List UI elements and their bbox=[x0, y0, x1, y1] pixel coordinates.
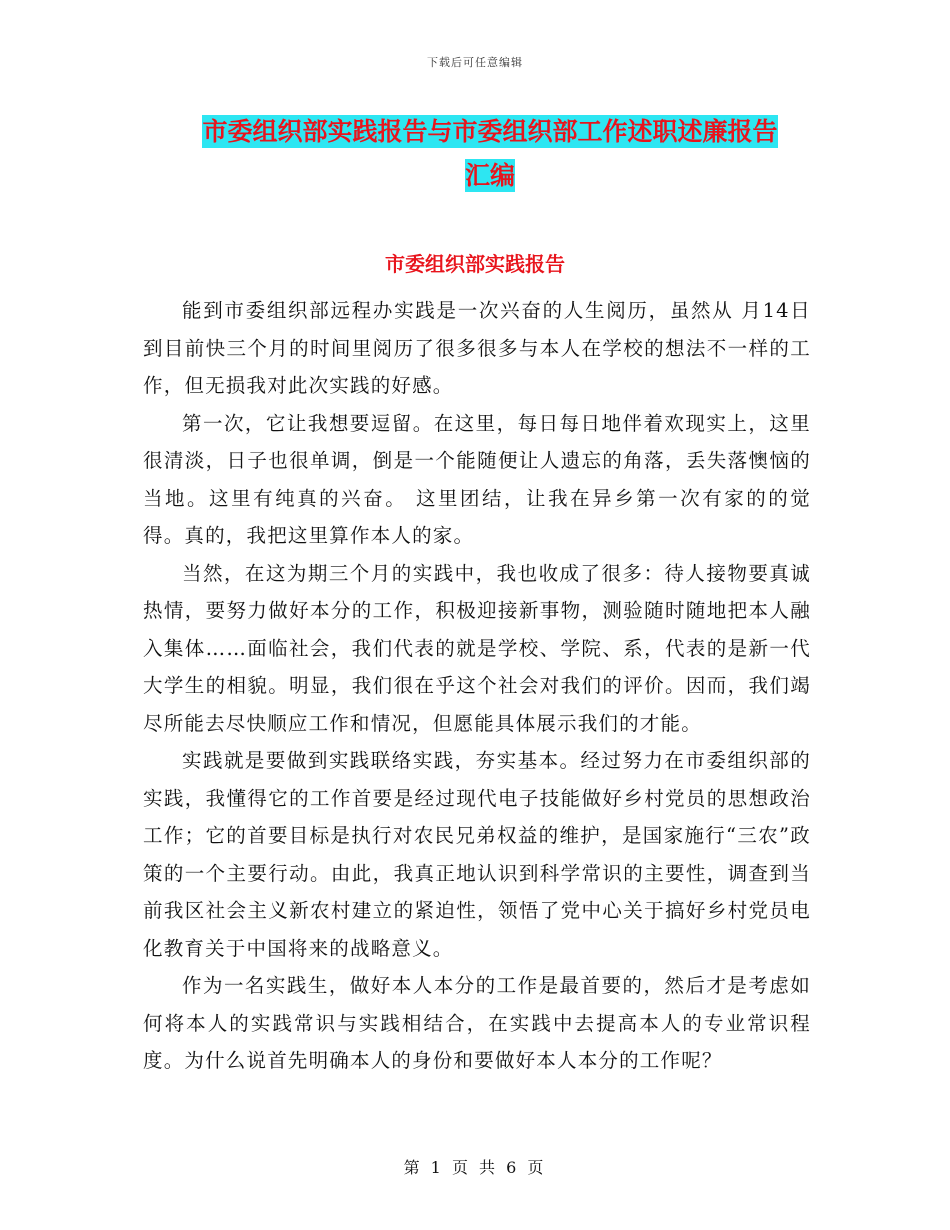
page-number-footer: 第 1 页 共 6 页 bbox=[403, 1158, 547, 1177]
paragraph-3: 当然，在这为期三个月的实践中，我也收成了很多：待人接物要真诚热情，要努力做好本分的工作，积极迎接新事物，测验随时随地把本人融入集体……面临社会，我们代表的就是学校、学院、系，代表的是新一代大学生的相貌。明显，我们很在乎这个社会对我们的评价。因而，我们竭尽所能去尽快顺应工作和情况，但愿能具体展示我们的才能。 bbox=[143, 561, 811, 735]
document-body bbox=[143, 292, 811, 1080]
paragraph-2: 第一次，它让我想要逗留。在这里，每日每日地伴着欢现实上，这里很清淡，日子也很单调，倒是一个能随便让人遗忘的角落，丢失落懊恼的当地。这里有纯真的兴奋。 这里团结，让我在异乡第一次有家的的觉得。真的，我把这里算作本人的家。 bbox=[143, 411, 811, 547]
section-title: 市委组织部实践报告 bbox=[385, 252, 565, 276]
paragraph-5: 作为一名实践生，做好本人本分的工作是最首要的，然后才是考虑如何将本人的实践常识与实践相结合，在实践中去提高本人的专业常识程度。为什么说首先明确本人的身份和要做好本人本分的工作呢？ bbox=[143, 974, 811, 1072]
paragraph-4: 实践就是要做到实践联络实践，夯实基本。经过努力在市委组织部的实践，我懂得它的工作首要是经过现代电子技能做好乡村党员的思想政治工作；它的首要目标是执行对农民兄弟权益的维护，是国家施行“三农”政策的一个主要行动。由此，我真正地认识到科学常识的主要性，调查到当前我区社会主义新农村建立的紧迫性，领悟了党中心关于搞好乡村党员电化教育关于中国将来的战略意义。 bbox=[143, 749, 811, 960]
document-title bbox=[120, 110, 860, 198]
document-title-line-1 bbox=[120, 110, 860, 154]
paragraph-1: 能到市委组织部远程办实践是一次兴奋的人生阅历，虽然从 月14日到目前快三个月的时间里阅历了很多很多与本人在学校的想法不一样的工作，但无损我对此次实践的好感。 bbox=[143, 299, 811, 397]
document-title-highlight-1: 市委组织部实践报告与市委组织部工作述职述廉报告 bbox=[202, 117, 778, 146]
document-title-line-2 bbox=[120, 154, 860, 198]
page-header-note: 下载后可任意编辑 bbox=[427, 56, 523, 69]
document-title-highlight-2: 汇编 bbox=[464, 161, 515, 190]
